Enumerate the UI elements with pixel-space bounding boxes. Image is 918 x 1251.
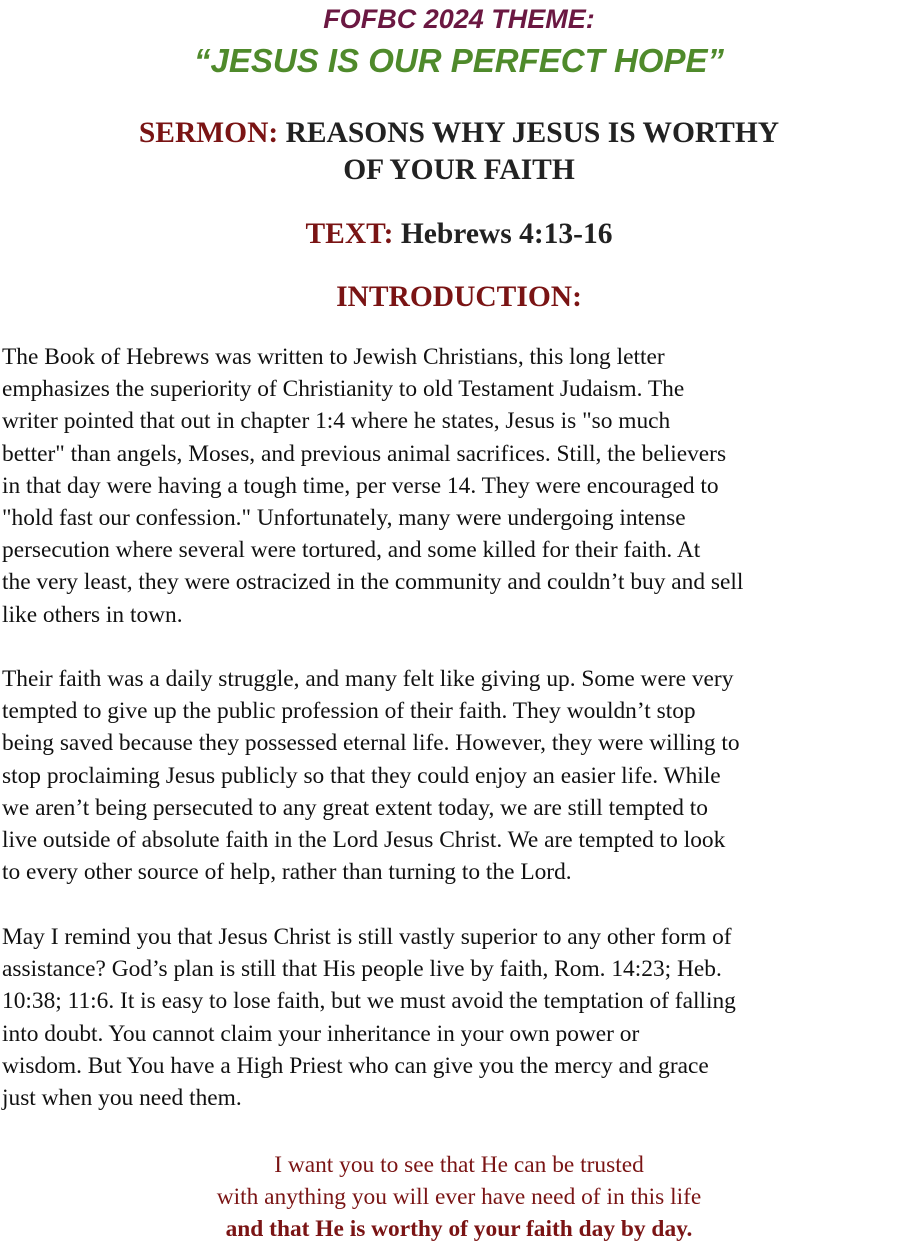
paragraph-line: persecution where several were tortured, and some killed for their faith. At xyxy=(2,537,701,564)
paragraph-line: to every other source of help, rather than turning to the Lord. xyxy=(2,859,572,886)
sermon-title-line2: OF YOUR FAITH xyxy=(343,154,575,186)
paragraph-line: 10:38; 11:6. It is easy to lose faith, but we must avoid the temptation of falling xyxy=(2,988,736,1015)
paragraph-1 xyxy=(2,341,918,631)
paragraph-3 xyxy=(2,921,918,1114)
paragraph-line: into doubt. You cannot claim your inheritance in your own power or xyxy=(2,1020,640,1047)
theme-label: FOFBC 2024 THEME: xyxy=(323,4,595,34)
paragraph-line: Their faith was a daily struggle, and many felt like giving up. Some were very xyxy=(2,666,734,692)
paragraph-line: wisdom. But You have a High Priest who can give you the mercy and grace xyxy=(2,1052,709,1079)
paragraph-line: writer pointed that out in chapter 1:4 where he states, Jesus is "so much xyxy=(2,408,671,435)
paragraph-line: live outside of absolute faith in the Lord Jesus Christ. We are tempted to look xyxy=(2,827,726,854)
theme-text: “JESUS IS OUR PERFECT HOPE” xyxy=(194,42,724,79)
closing-statement xyxy=(0,1149,918,1246)
paragraph-line: May I remind you that Jesus Christ is still vastly superior to any other form of xyxy=(2,924,732,950)
text-label: TEXT: xyxy=(305,218,394,250)
paragraph-line: the very least, they were ostracized in the community and couldn’t buy and sell xyxy=(2,569,744,596)
scripture-text xyxy=(0,216,918,253)
paragraph-line: emphasizes the superiority of Christianity to old Testament Judaism. The xyxy=(2,376,685,403)
introduction-heading: INTRODUCTION: xyxy=(336,281,582,313)
closing-line2: with anything you will ever have need of in this life xyxy=(216,1184,702,1211)
paragraph-line: tempted to give up the public profession of their faith. They wouldn’t stop xyxy=(2,698,696,725)
closing-line1: I want you to see that He can be trusted xyxy=(274,1152,644,1178)
sermon-title xyxy=(40,115,878,189)
paragraph-line: "hold fast our confession." Unfortunately, many were undergoing intense xyxy=(2,505,686,532)
paragraph-2 xyxy=(2,663,918,888)
paragraph-line: The Book of Hebrews was written to Jewish Christians, this long letter xyxy=(2,344,665,370)
sermon-title-line1 xyxy=(40,115,878,152)
sermon-title-text1: REASONS WHY JESUS IS WORTHY xyxy=(285,117,780,149)
paragraph-line: we aren’t being persecuted to any great extent today, we are still tempted to xyxy=(2,794,709,821)
paragraph-line: stop proclaiming Jesus publicly so that they could enjoy an easier life. While xyxy=(2,762,721,789)
paragraph-line: being saved because they possessed eternal life. However, they were willing to xyxy=(2,730,740,757)
scripture-reference: Hebrews 4:13-16 xyxy=(400,218,613,250)
paragraph-line: better" than angels, Moses, and previous animal sacrifices. Still, the believers xyxy=(2,440,727,467)
paragraph-line: assistance? God’s plan is still that His people live by faith, Rom. 14:23; Heb. xyxy=(2,956,722,983)
paragraph-line: like others in town. xyxy=(2,601,183,628)
paragraph-line: in that day were having a tough time, per verse 14. They were encouraged to xyxy=(2,472,719,499)
paragraph-line: just when you need them. xyxy=(2,1085,242,1112)
sermon-label: SERMON: xyxy=(138,117,279,149)
closing-line3: and that He is worthy of your faith day by day. xyxy=(225,1216,693,1243)
